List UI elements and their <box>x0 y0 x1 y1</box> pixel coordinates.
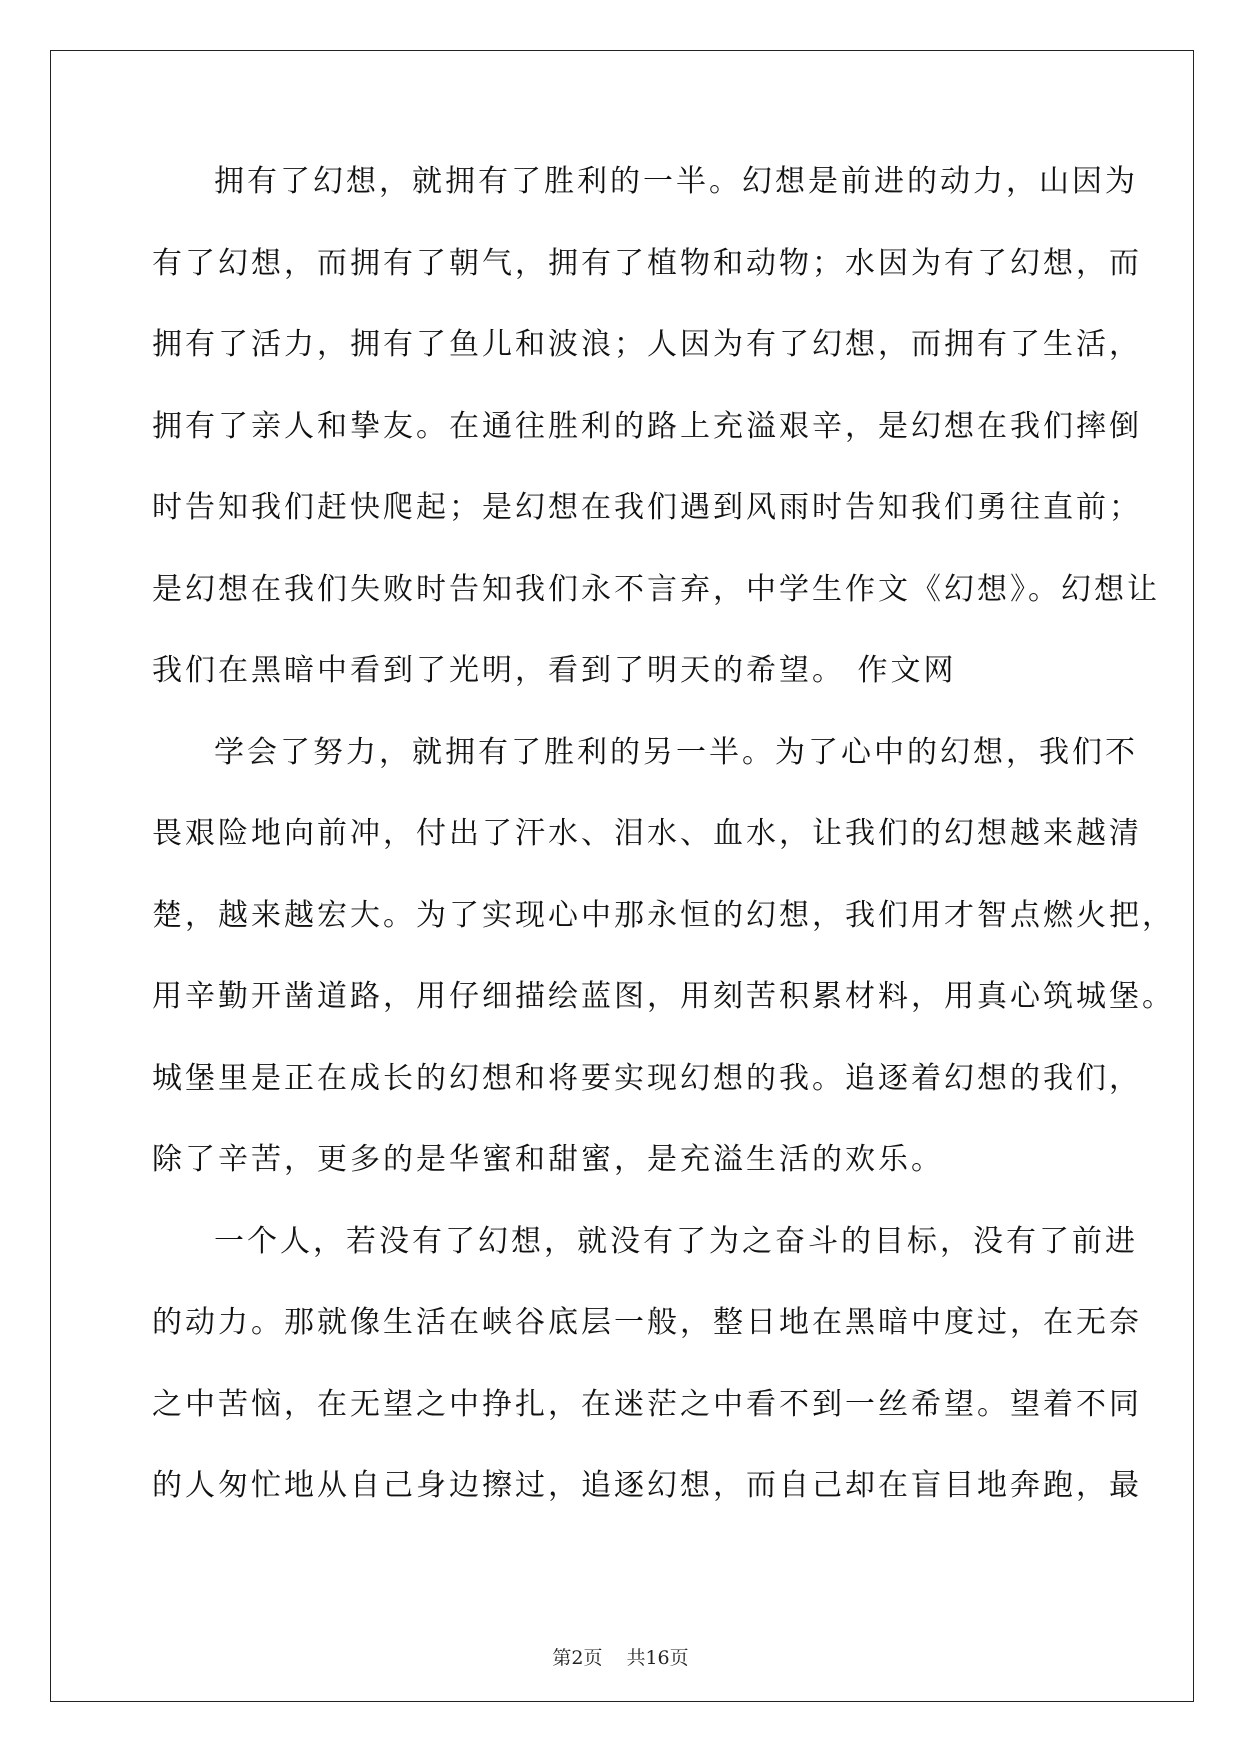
text-line: 时告知我们赶快爬起；是幻想在我们遇到风雨时告知我们勇往直前； <box>152 490 1142 525</box>
text-line: 学会了努力，就拥有了胜利的另一半。为了心中的幻想，我们不 <box>214 734 1138 770</box>
text-line: 之中苦恼，在无望之中挣扎，在迷茫之中看不到一丝希望。望着不同 <box>152 1386 1142 1422</box>
text-line: 城堡里是正在成长的幻想和将要实现幻想的我。追逐着幻想的我们， <box>152 1060 1142 1096</box>
text-line: 的人匆忙地从自己身边擦过，追逐幻想，而自己却在盲目地奔跑，最 <box>152 1468 1142 1503</box>
text-line: 我们在黑暗中看到了光明，看到了明天的希望。 作文网 <box>152 653 957 688</box>
text-line: 楚，越来越宏大。为了实现心中那永恒的幻想，我们用才智点燃火把， <box>152 897 1175 933</box>
text-line: 一个人，若没有了幻想，就没有了为之奋斗的目标，没有了前进 <box>214 1223 1138 1259</box>
text-line: 拥有了活力，拥有了鱼儿和波浪；人因为有了幻想，而拥有了生活， <box>152 327 1142 362</box>
text-line: 用辛勤开凿道路，用仔细描绘蓝图，用刻苦积累材料，用真心筑城堡。 <box>152 979 1175 1014</box>
text-line: 有了幻想，而拥有了朝气，拥有了植物和动物；水因为有了幻想，而 <box>152 245 1142 281</box>
text-line: 除了辛苦，更多的是华蜜和甜蜜，是充溢生活的欢乐。 <box>152 1142 944 1177</box>
text-line: 的动力。那就像生活在峡谷底层一般，整日地在黑暗中度过，在无奈 <box>152 1305 1142 1340</box>
page-total: 共16页 <box>626 1647 689 1669</box>
page-number: 第2页 <box>552 1647 603 1669</box>
text-line: 拥有了亲人和挚友。在通往胜利的路上充溢艰辛，是幻想在我们摔倒 <box>152 408 1142 444</box>
text-line: 是幻想在我们失败时告知我们永不言弃，中学生作文《幻想》。幻想让 <box>152 571 1160 607</box>
page-footer <box>0 1643 1241 1670</box>
document-body <box>152 157 1175 1543</box>
text-line: 拥有了幻想，就拥有了胜利的一半。幻想是前进的动力，山因为 <box>214 164 1138 199</box>
text-line: 畏艰险地向前冲，付出了汗水、泪水、血水，让我们的幻想越来越清 <box>152 816 1142 851</box>
